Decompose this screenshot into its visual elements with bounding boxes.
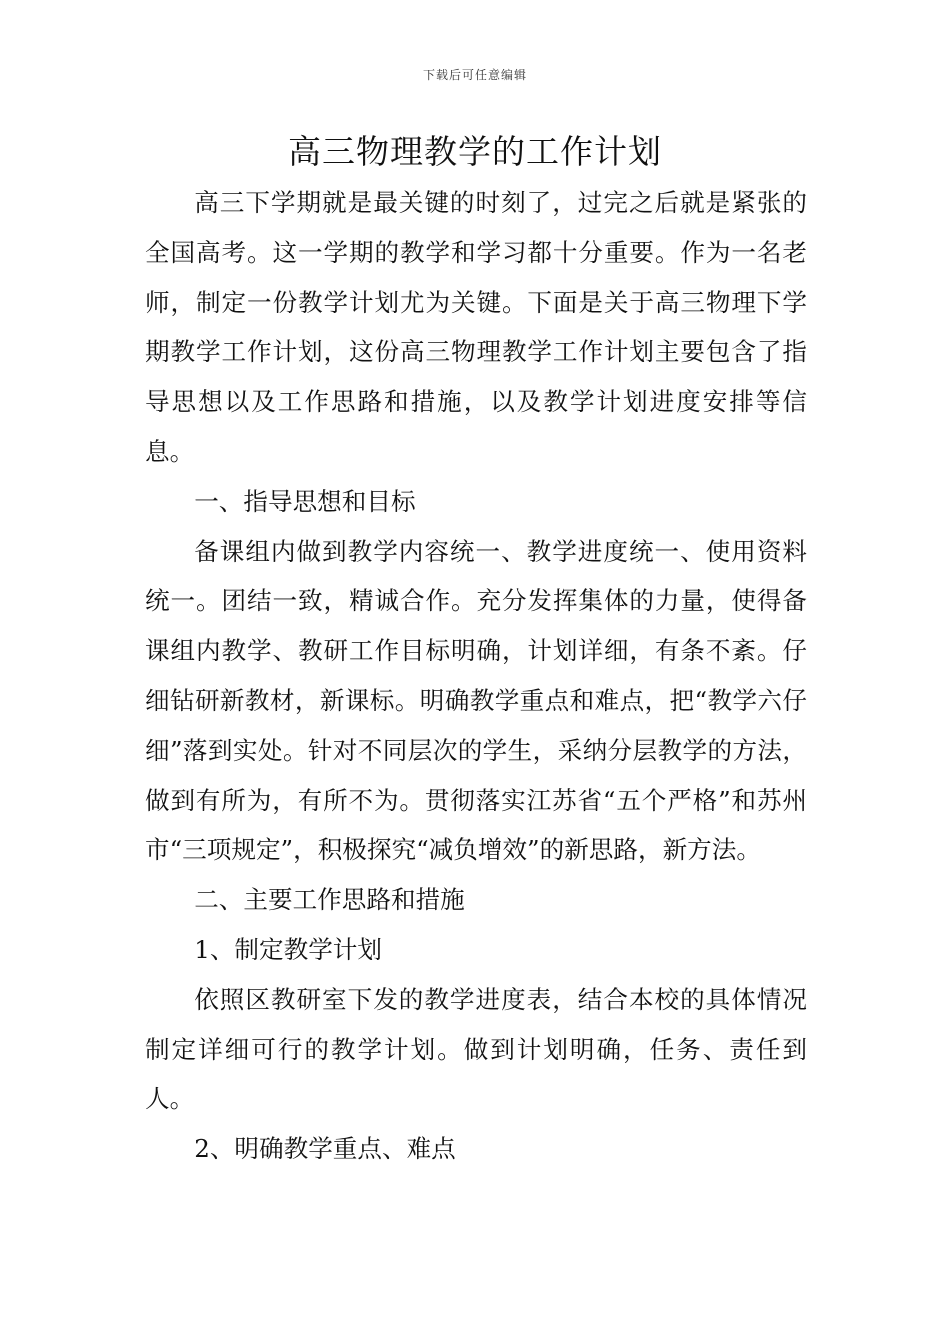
page-header-note: 下载后可任意编辑: [422, 68, 527, 82]
document-body: [145, 178, 807, 1174]
document-title: 高三物理教学的工作计划: [288, 132, 662, 171]
section-heading-work-measures: 二、主要工作思路和措施: [194, 885, 465, 915]
intro-paragraph: 高三下学期就是最关键的时刻了，过完之后就是紧张的全国高考。这一学期的教学和学习都十分重要。作为一名老师，制定一份教学计划尤为关键。下面是关于高三物理下学期教学工作计划，这份高三物理教学工作计划主要包含了指导思想以及工作思路和措施，以及教学计划进度安排等信息。: [145, 188, 807, 466]
subsection-heading-key-points: 2、明确教学重点、难点: [194, 1134, 456, 1164]
section-paragraph-guiding-ideas: 备课组内做到教学内容统一、教学进度统一、使用资料统一。团结一致，精诚合作。充分发挥集体的力量，使得备课组内教学、教研工作目标明确，计划详细，有条不紊。仔细钻研新教材，新课标。明确教学重点和难点，把“教学六仔细”落到实处。针对不同层次的学生，采纳分层教学的方法，做到有所为，有所不为。贯彻落实江苏省“五个严格”和苏州市“三项规定”，积极探究“减负增效”的新思路，新方法。: [145, 536, 807, 865]
subsection-heading-teaching-plan: 1、制定教学计划: [194, 934, 382, 964]
subsection-paragraph-teaching-plan: 依照区教研室下发的教学进度表，结合本校的具体情况制定详细可行的教学计划。做到计划明确，任务、责任到人。: [145, 984, 807, 1114]
section-heading-guiding-ideas: 一、指导思想和目标: [194, 486, 416, 516]
